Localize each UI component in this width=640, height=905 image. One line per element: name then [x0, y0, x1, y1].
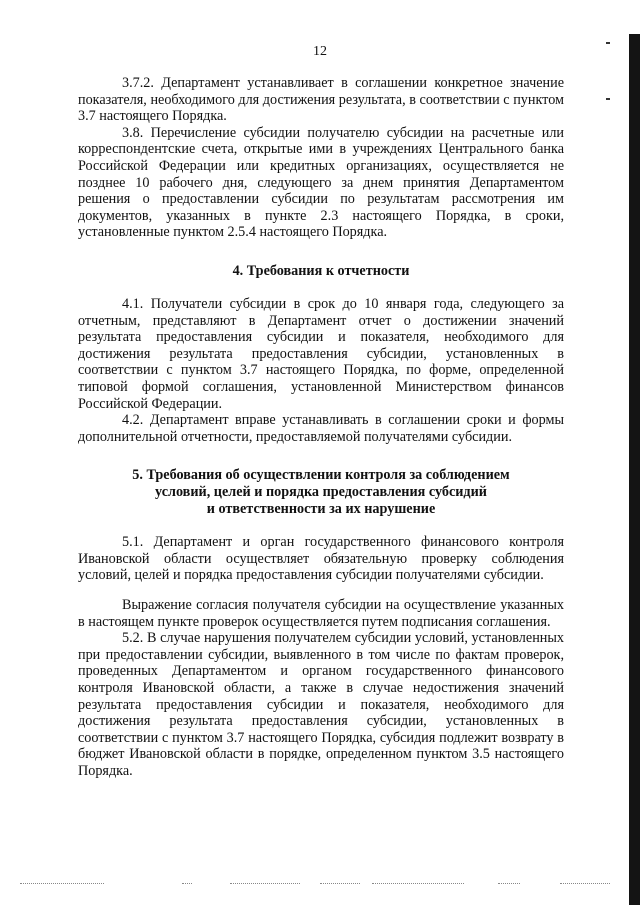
paragraph-4-1: 4.1. Получатели субсидии в срок до 10 января года, следующего за отчетным, представляют в Департамент отчет о достижении значений результата предоставления субсидии и показателя, необходимого для достижения результата предоставления субсидии, установленных в соответствии с пунктом 3.7 настоящего Порядка, по форме, определенной типовой формой соглашения, установленной Министерством финансов Российской Федерации. — [78, 295, 564, 412]
section-5-title-line-3: и ответственности за их нарушение — [206, 501, 436, 518]
paragraph-5-1-consent: Выражение согласия получателя субсидии на осуществление указанных в настоящем пункте проверок осуществляется путем подписания соглашения. — [78, 597, 564, 630]
scan-edge-mark — [606, 42, 610, 44]
scan-edge-shadow — [629, 34, 640, 905]
page-number: 12 — [313, 44, 327, 59]
section-5-title-line-2: условий, целей и порядка предоставления субсидий — [155, 484, 487, 501]
section-5-heading — [78, 467, 564, 518]
paragraph-5-1: 5.1. Департамент и орган государственного финансового контроля Ивановской области осуществляет обязательную проверку соблюдения условий, целей и порядка предоставления субсидии получателями субсидии. — [78, 534, 564, 584]
section-4-title: 4. Требования к отчетности — [232, 262, 410, 279]
paragraph-3-8: 3.8. Перечисление субсидии получателю субсидии на расчетные или корреспондентские счета, открытые ими в учреждениях Центрального банка Российской Федерации или кредитных организациях, осуществляется не позднее 10 рабочего дня, следующего за днем принятия Департаментом решения о предоставлении субсидии по результатам рассмотрения им документов, указанных в пункте 2.3 настоящего Порядка, в сроки, установленные пунктом 2.5.4 настоящего Порядка. — [78, 124, 564, 241]
paragraph-3-7-2: 3.7.2. Департамент устанавливает в соглашении конкретное значение показателя, необходимого для достижения результата, в соответствии с пунктом 3.7 настоящего Порядка. — [78, 75, 564, 125]
section-5-title-line-1: 5. Требования об осуществлении контроля за соблюдением — [132, 467, 510, 484]
paragraph-5-2: 5.2. В случае нарушения получателем субсидии условий, установленных при предоставлении субсидии, выявленного в том числе по фактам проверок, проведенных Департаментом и органом государственного финансового контроля Ивановской области, а также в случае недостижения значений результата предоставления субсидии и показателя, необходимого для достижения результата предоставления субсидии, установленных в соответствии с пунктом 3.7 настоящего Порядка, субсидия подлежит возврату в бюджет Ивановской области в порядке, определенном пунктом 3.5 настоящего Порядка. — [78, 630, 564, 779]
section-4-heading — [78, 263, 564, 280]
paragraph-4-2: 4.2. Департамент вправе устанавливать в соглашении сроки и формы дополнительной отчетности, предоставляемой получателями субсидии. — [78, 412, 564, 445]
scan-edge-mark — [606, 98, 610, 100]
document-body — [78, 75, 564, 780]
scan-bottom-noise — [20, 883, 610, 887]
